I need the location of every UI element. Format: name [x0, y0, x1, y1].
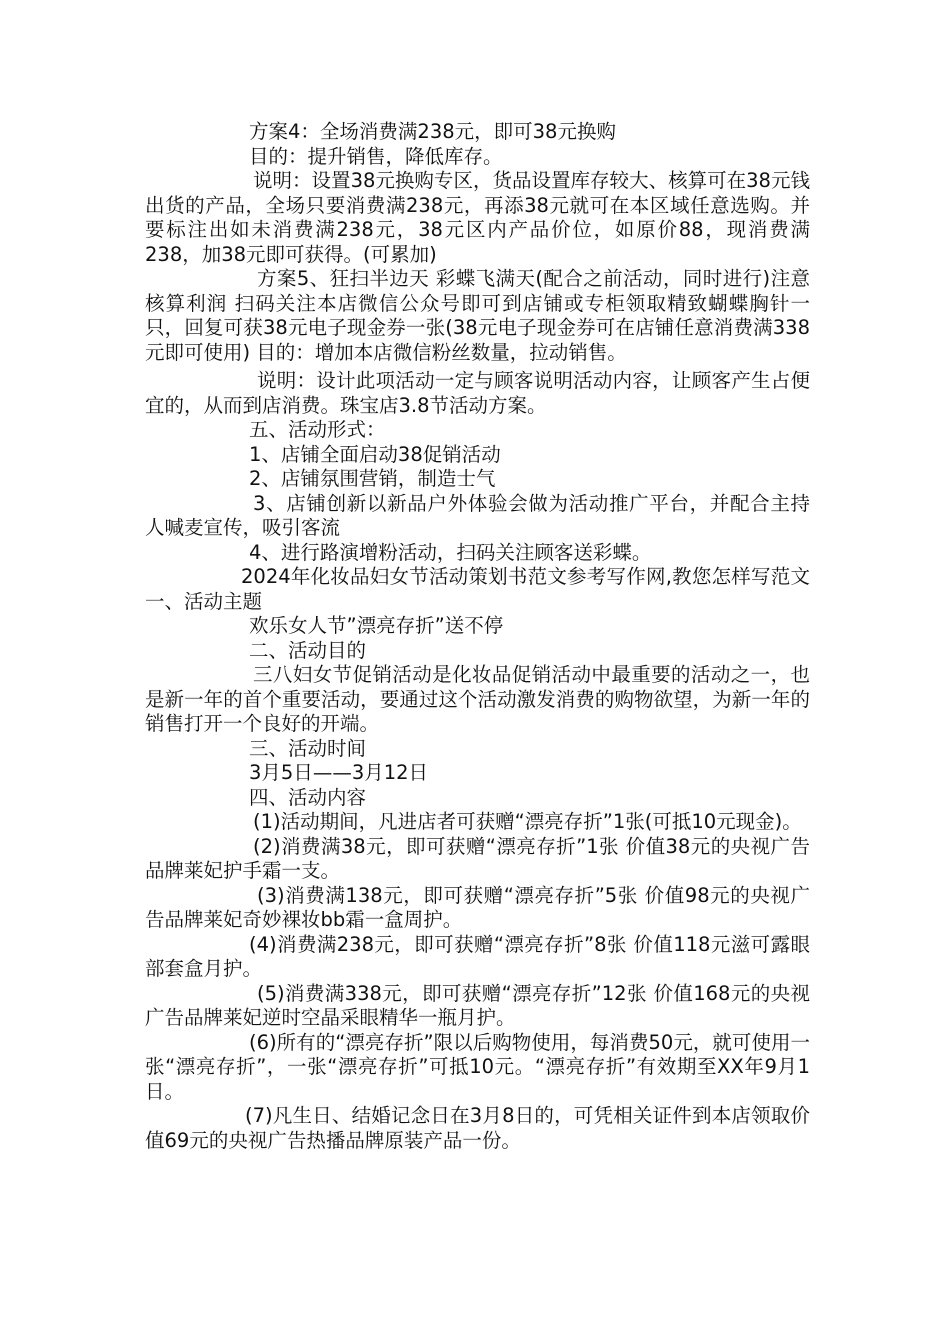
- paragraph: (3)消费满138元，即可获赠“漂亮存折”5张 价值98元的央视广告品牌莱妃奇妙裸妆bb霜一盒周护。: [145, 883, 810, 931]
- paragraph: 欢乐女人节”漂亮存折”送不停: [249, 614, 504, 637]
- paragraph: 方案5、狂扫半边天 彩蝶飞满天(配合之前活动，同时进行)注意核算利润 扫码关注本店微信公众号即可到店铺或专柜领取精致蝴蝶胸针一只，回复可获38元电子现金券一张(38元电子现金券可在店铺任意消费满338元即可使用) 目的：增加本店微信粉丝数量，拉动销售。: [145, 267, 810, 364]
- paragraph: 方案4：全场消费满238元，即可38元换购: [249, 120, 616, 143]
- paragraph: 1、店铺全面启动38促销活动: [249, 442, 501, 466]
- paragraph: 3、店铺创新以新品户外体验会做为活动推广平台，并配合主持人喊麦宣传，吸引客流: [145, 491, 810, 539]
- paragraph: 三八妇女节促销活动是化妆品促销活动中最重要的活动之一，也是新一年的首个重要活动，要通过这个活动激发消费的购物欲望，为新一年的销售打开一个良好的开端。: [145, 663, 810, 735]
- paragraph: (6)所有的“漂亮存折”限以后购物使用，每消费50元，就可使用一张“漂亮存折”，一张“漂亮存折”可抵10元。“漂亮存折”有效期至XX年9月1日。: [145, 1030, 810, 1103]
- paragraph: 三、活动时间: [249, 736, 367, 760]
- paragraph: (5)消费满338元，即可获赠“漂亮存折”12张 价值168元的央视广告品牌莱妃逆时空晶采眼精华一瓶月护。: [145, 981, 810, 1029]
- paragraph: (2)消费满38元，即可获赠“漂亮存折”1张 价值38元的央视广告品牌莱妃护手霜一支。: [145, 834, 810, 882]
- paragraph: 目的：提升销售，降低库存。: [249, 144, 503, 168]
- paragraph: 二、活动目的: [249, 638, 367, 662]
- paragraph: (7)凡生日、结婚记念日在3月8日的，可凭相关证件到本店领取价值69元的央视广告热播品牌原装产品一份。: [145, 1104, 810, 1152]
- paragraph: 五、活动形式：: [249, 418, 386, 441]
- paragraph: 2、店铺氛围营销，制造士气: [249, 467, 496, 490]
- paragraph: 2024年化妆品妇女节活动策划书范文参考写作网,教您怎样写范文 一、活动主题: [145, 565, 869, 613]
- paragraph: (1)活动期间，凡进店者可获赠“漂亮存折”1张(可抵10元现金)。: [253, 810, 802, 833]
- paragraph: 说明：设计此项活动一定与顾客说明活动内容，让顾客产生占便宜的，从而到店消费。珠宝店3.8节活动方案。: [145, 369, 810, 417]
- paragraph: 四、活动内容: [249, 785, 367, 809]
- paragraph: (4)消费满238元，即可获赠“漂亮存折”8张 价值118元滋可露眼部套盒月护。: [145, 932, 810, 980]
- document-body: [145, 120, 869, 1153]
- paragraph: 3月5日——3月12日: [249, 761, 429, 784]
- paragraph: 4、进行路演增粉活动，扫码关注顾客送彩蝶。: [249, 540, 652, 564]
- paragraph: 说明：设置38元换购专区，货品设置库存较大、核算可在38元钱出货的产品，全场只要消费满238元，再添38元就可在本区域任意选购。并要标注出如未消费满238元，38元区内产品价位，如原价88，现消费满238，加38元即可获得。(可累加): [145, 169, 810, 266]
